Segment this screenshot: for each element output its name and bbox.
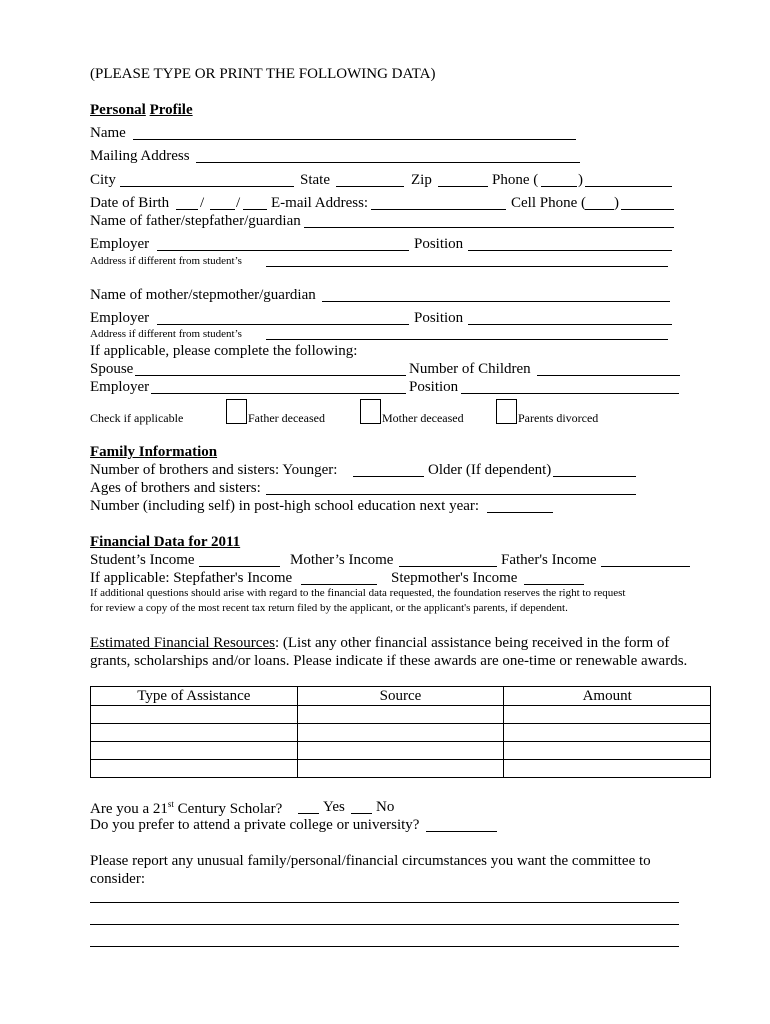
state-label: State bbox=[300, 172, 330, 188]
table-row bbox=[91, 760, 711, 778]
name-field[interactable] bbox=[133, 139, 576, 140]
mailing-address-field[interactable] bbox=[196, 162, 580, 163]
form-instructions: (PLEASE TYPE OR PRINT THE FOLLOWING DATA) bbox=[90, 66, 436, 82]
mother-deceased-label: Mother deceased bbox=[382, 411, 464, 425]
column-header-amount: Amount bbox=[504, 687, 711, 706]
table-row bbox=[91, 724, 711, 742]
city-label: City bbox=[90, 172, 116, 188]
dob-month-field[interactable] bbox=[176, 209, 198, 210]
post-high-school-label: Number (including self) in post-high school education next year: bbox=[90, 498, 480, 514]
source-cell[interactable] bbox=[297, 742, 504, 760]
dob-day-field[interactable] bbox=[210, 209, 235, 210]
family-information-heading: Family Information bbox=[90, 444, 218, 460]
father-position-field[interactable] bbox=[468, 250, 672, 251]
post-high-school-field[interactable] bbox=[487, 512, 553, 513]
mother-employer-label: Employer bbox=[90, 310, 150, 326]
sibling-ages-field[interactable] bbox=[266, 494, 636, 495]
name-label: Name bbox=[90, 125, 126, 141]
source-cell[interactable] bbox=[297, 760, 504, 778]
mother-position-field[interactable] bbox=[468, 324, 672, 325]
column-header-type: Type of Assistance bbox=[91, 687, 298, 706]
column-header-source: Source bbox=[297, 687, 504, 706]
scholar-no-label: No bbox=[376, 799, 395, 815]
amount-cell[interactable] bbox=[504, 760, 711, 778]
mother-position-label: Position bbox=[414, 310, 464, 326]
father-position-label: Position bbox=[414, 236, 464, 252]
circumstances-line-1: Please report any unusual family/personal/financial circumstances you want the committee to bbox=[90, 853, 651, 869]
phone-close-paren: ) bbox=[578, 172, 583, 188]
phone-number-field[interactable] bbox=[585, 186, 672, 187]
father-employer-field[interactable] bbox=[157, 250, 409, 251]
student-income-label: Student’s Income bbox=[90, 552, 195, 568]
amount-cell[interactable] bbox=[504, 724, 711, 742]
scholar-no-field[interactable] bbox=[351, 813, 372, 814]
cell-phone-label: Cell Phone ( bbox=[511, 195, 586, 211]
stepfather-income-label: If applicable: Stepfather's Income bbox=[90, 570, 293, 586]
financial-note-line-2: for review a copy of the most recent tax return filed by the applicant, or the applicant's parents, if dependent. bbox=[90, 602, 568, 614]
dob-year-field[interactable] bbox=[243, 209, 267, 210]
circumstances-answer-line[interactable] bbox=[90, 924, 679, 925]
cell-area-code-field[interactable] bbox=[585, 209, 614, 210]
circumstances-line-2: consider: bbox=[90, 871, 145, 887]
father-employer-label: Employer bbox=[90, 236, 150, 252]
student-income-field[interactable] bbox=[199, 566, 280, 567]
father-name-field[interactable] bbox=[304, 227, 674, 228]
spouse-field[interactable] bbox=[135, 375, 406, 376]
stepmother-income-label: Stepmother's Income bbox=[391, 570, 518, 586]
table-row bbox=[91, 742, 711, 760]
cell-number-field[interactable] bbox=[621, 209, 674, 210]
if-applicable-label: If applicable, please complete the following: bbox=[90, 343, 358, 359]
resources-text-line-1 bbox=[90, 636, 669, 651]
father-address-field[interactable] bbox=[266, 266, 668, 267]
resources-heading: Estimated Financial Resources bbox=[90, 635, 275, 651]
mother-employer-field[interactable] bbox=[157, 324, 409, 325]
assistance-table-header bbox=[91, 687, 711, 706]
spouse-position-field[interactable] bbox=[461, 393, 679, 394]
dob-slash-1: / bbox=[200, 195, 205, 211]
spouse-position-label: Position bbox=[409, 379, 459, 395]
phone-area-code-field[interactable] bbox=[541, 186, 577, 187]
source-cell[interactable] bbox=[297, 706, 504, 724]
scholar-yes-field[interactable] bbox=[298, 813, 319, 814]
circumstances-answer-line[interactable] bbox=[90, 902, 679, 903]
siblings-younger-label: Number of brothers and sisters: Younger: bbox=[90, 462, 338, 478]
mailing-address-label: Mailing Address bbox=[90, 148, 190, 164]
type-cell[interactable] bbox=[91, 706, 298, 724]
mother-deceased-checkbox[interactable] bbox=[360, 399, 381, 424]
table-row bbox=[91, 706, 711, 724]
parents-divorced-checkbox[interactable] bbox=[496, 399, 517, 424]
circumstances-answer-line[interactable] bbox=[90, 946, 679, 947]
stepmother-income-field[interactable] bbox=[524, 584, 584, 585]
financial-data-heading: Financial Data for 2011 bbox=[90, 534, 241, 550]
mother-address-label: Address if different from student’s bbox=[90, 328, 242, 340]
parents-divorced-label: Parents divorced bbox=[518, 411, 599, 425]
father-deceased-checkbox[interactable] bbox=[226, 399, 247, 424]
scholar-question bbox=[90, 800, 282, 817]
source-cell[interactable] bbox=[297, 724, 504, 742]
scholar-question-text: Are you a 21 bbox=[90, 801, 168, 817]
mother-income-field[interactable] bbox=[399, 566, 497, 567]
dob-slash-2: / bbox=[236, 195, 241, 211]
spouse-employer-label: Employer bbox=[90, 379, 150, 395]
siblings-older-field[interactable] bbox=[553, 476, 636, 477]
private-college-field[interactable] bbox=[426, 831, 497, 832]
city-field[interactable] bbox=[120, 186, 294, 187]
financial-note-line-1: If additional questions should arise with regard to the financial data requested, the foundation reserves the right to request bbox=[90, 587, 626, 599]
sibling-ages-label: Ages of brothers and sisters: bbox=[90, 480, 261, 496]
heading-word-personal: Personal bbox=[90, 102, 146, 118]
number-of-children-field[interactable] bbox=[537, 375, 680, 376]
amount-cell[interactable] bbox=[504, 742, 711, 760]
spouse-employer-field[interactable] bbox=[151, 393, 406, 394]
amount-cell[interactable] bbox=[504, 706, 711, 724]
resources-text-line-2: grants, scholarships and/or loans. Please indicate if these awards are one-time or renewable awards. bbox=[90, 653, 688, 669]
heading-word-profile: Profile bbox=[149, 102, 193, 118]
private-college-question: Do you prefer to attend a private college or university? bbox=[90, 817, 420, 833]
stepfather-income-field[interactable] bbox=[301, 584, 377, 585]
phone-label: Phone ( bbox=[492, 172, 539, 188]
scholar-yes-label: Yes bbox=[323, 799, 345, 815]
date-of-birth-label: Date of Birth bbox=[90, 195, 170, 211]
mother-address-field[interactable] bbox=[266, 339, 668, 340]
scholar-question-rest: Century Scholar? bbox=[173, 801, 283, 817]
type-cell[interactable] bbox=[91, 760, 298, 778]
mother-name-label: Name of mother/stepmother/guardian bbox=[90, 287, 316, 303]
father-income-label: Father's Income bbox=[501, 552, 597, 568]
number-of-children-label: Number of Children bbox=[409, 361, 531, 377]
mother-name-field[interactable] bbox=[322, 301, 670, 302]
cell-close-paren: ) bbox=[614, 195, 619, 211]
father-deceased-label: Father deceased bbox=[248, 411, 325, 425]
spouse-label: Spouse bbox=[90, 361, 134, 377]
assistance-table bbox=[90, 686, 711, 778]
siblings-older-label: Older (If dependent) bbox=[428, 462, 552, 478]
resources-intro: : (List any other financial assistance being received in the form of bbox=[274, 635, 670, 651]
type-cell[interactable] bbox=[91, 742, 298, 760]
type-cell[interactable] bbox=[91, 724, 298, 742]
scholar-superscript: st bbox=[167, 799, 174, 809]
zip-label: Zip bbox=[411, 172, 432, 188]
personal-profile-heading bbox=[90, 103, 193, 118]
father-income-field[interactable] bbox=[601, 566, 690, 567]
father-name-label: Name of father/stepfather/guardian bbox=[90, 213, 301, 229]
father-address-label: Address if different from student’s bbox=[90, 255, 242, 267]
mother-income-label: Mother’s Income bbox=[290, 552, 394, 568]
check-if-applicable-label: Check if applicable bbox=[90, 411, 184, 425]
state-field[interactable] bbox=[336, 186, 404, 187]
email-field[interactable] bbox=[371, 209, 506, 210]
email-label: E-mail Address: bbox=[271, 195, 369, 211]
siblings-younger-field[interactable] bbox=[353, 476, 424, 477]
zip-field[interactable] bbox=[438, 186, 488, 187]
